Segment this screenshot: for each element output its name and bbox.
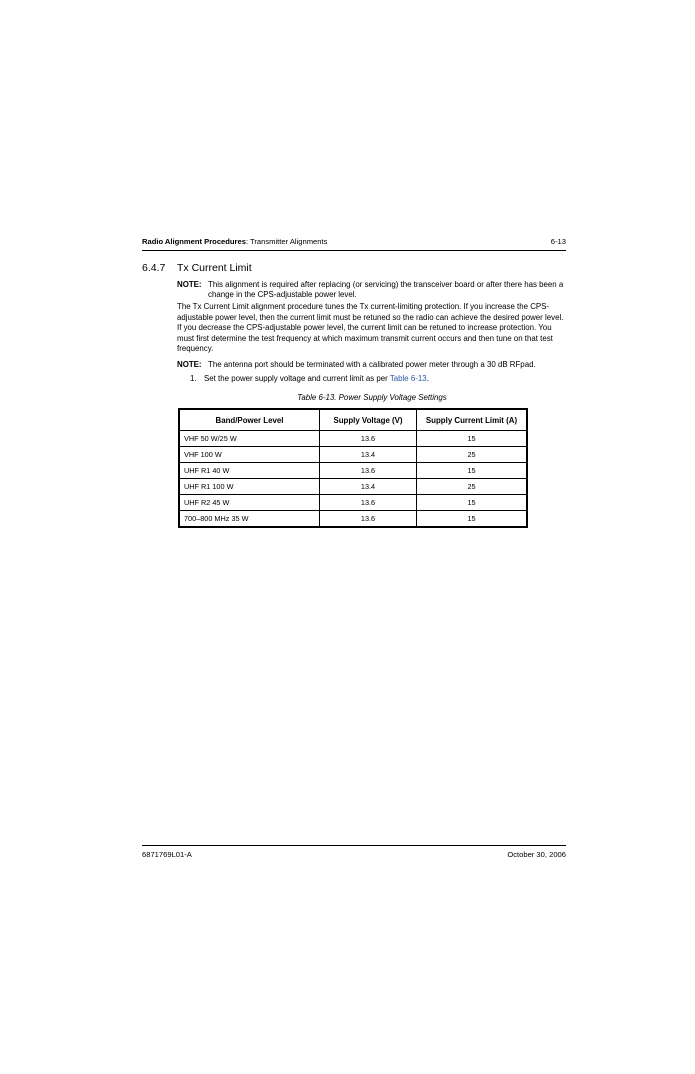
cell-voltage: 13.6 [320,511,417,527]
cell-voltage: 13.4 [320,479,417,495]
section-title: Tx Current Limit [177,262,252,274]
table-row [180,479,527,495]
step-1 [190,374,429,383]
footer-doc-number: 6871769L01-A [142,850,192,859]
table-header-row [180,410,527,431]
table-row [180,511,527,527]
note-1-label: NOTE: [177,280,202,289]
table-row [180,495,527,511]
cell-band: UHF R2 45 W [180,495,320,511]
table-row [180,463,527,479]
table-row [180,447,527,463]
cell-current: 25 [417,479,527,495]
column-header-current: Supply Current Limit (A) [417,410,527,431]
cell-voltage: 13.4 [320,447,417,463]
cell-band: 700–800 MHz 35 W [180,511,320,527]
note-1-text: This alignment is required after replacing (or servicing) the transceiver board or after there has been a change in the CPS-adjustable power level. [208,280,564,299]
note-1 [177,280,567,300]
header-page-number: 6-13 [550,237,566,246]
cell-voltage: 13.6 [320,431,417,447]
cell-band: VHF 50 W/25 W [180,431,320,447]
cell-current: 15 [417,511,527,527]
cell-voltage: 13.6 [320,463,417,479]
section-number: 6.4.7 [142,262,166,274]
column-header-band: Band/Power Level [180,410,320,431]
cell-current: 15 [417,463,527,479]
note-2 [177,360,567,370]
table-reference-link[interactable]: Table 6-13 [389,374,427,383]
step-1-end: . [426,374,429,383]
step-1-text: Set the power supply voltage and current limit as per [204,374,390,383]
cell-current: 25 [417,447,527,463]
cell-band: UHF R1 100 W [180,479,320,495]
cell-current: 15 [417,495,527,511]
note-2-text: The antenna port should be terminated with a calibrated power meter through a 30 dB RFpad. [208,360,536,369]
cell-voltage: 13.6 [320,495,417,511]
cell-band: UHF R1 40 W [180,463,320,479]
step-1-number: 1. [190,374,197,383]
section-heading [142,262,252,274]
table-row [180,431,527,447]
header-title [142,237,327,246]
power-supply-table [179,409,527,527]
table-caption: Table 6-13. Power Supply Voltage Settings [297,393,447,402]
footer-date: October 30, 2006 [507,850,566,859]
footer-divider [142,845,566,846]
cell-current: 15 [417,431,527,447]
cell-band: VHF 100 W [180,447,320,463]
column-header-voltage: Supply Voltage (V) [320,410,417,431]
header-section: : Transmitter Alignments [245,237,328,246]
note-2-label: NOTE: [177,360,202,369]
body-paragraph: The Tx Current Limit alignment procedure tunes the Tx current-limiting protection. If you increase the CPS-adjustable power level, then the current limit must be retuned so the radio can achieve the desired power level. If you decrease the CPS-adjustable power level, the current limit can be retuned to increase protection. You must first determine the test frequency at which maximum transmit current occurs and then tune on that test frequency. [177,302,564,353]
header-divider [142,250,566,251]
header-chapter: Radio Alignment Procedures [142,237,246,246]
